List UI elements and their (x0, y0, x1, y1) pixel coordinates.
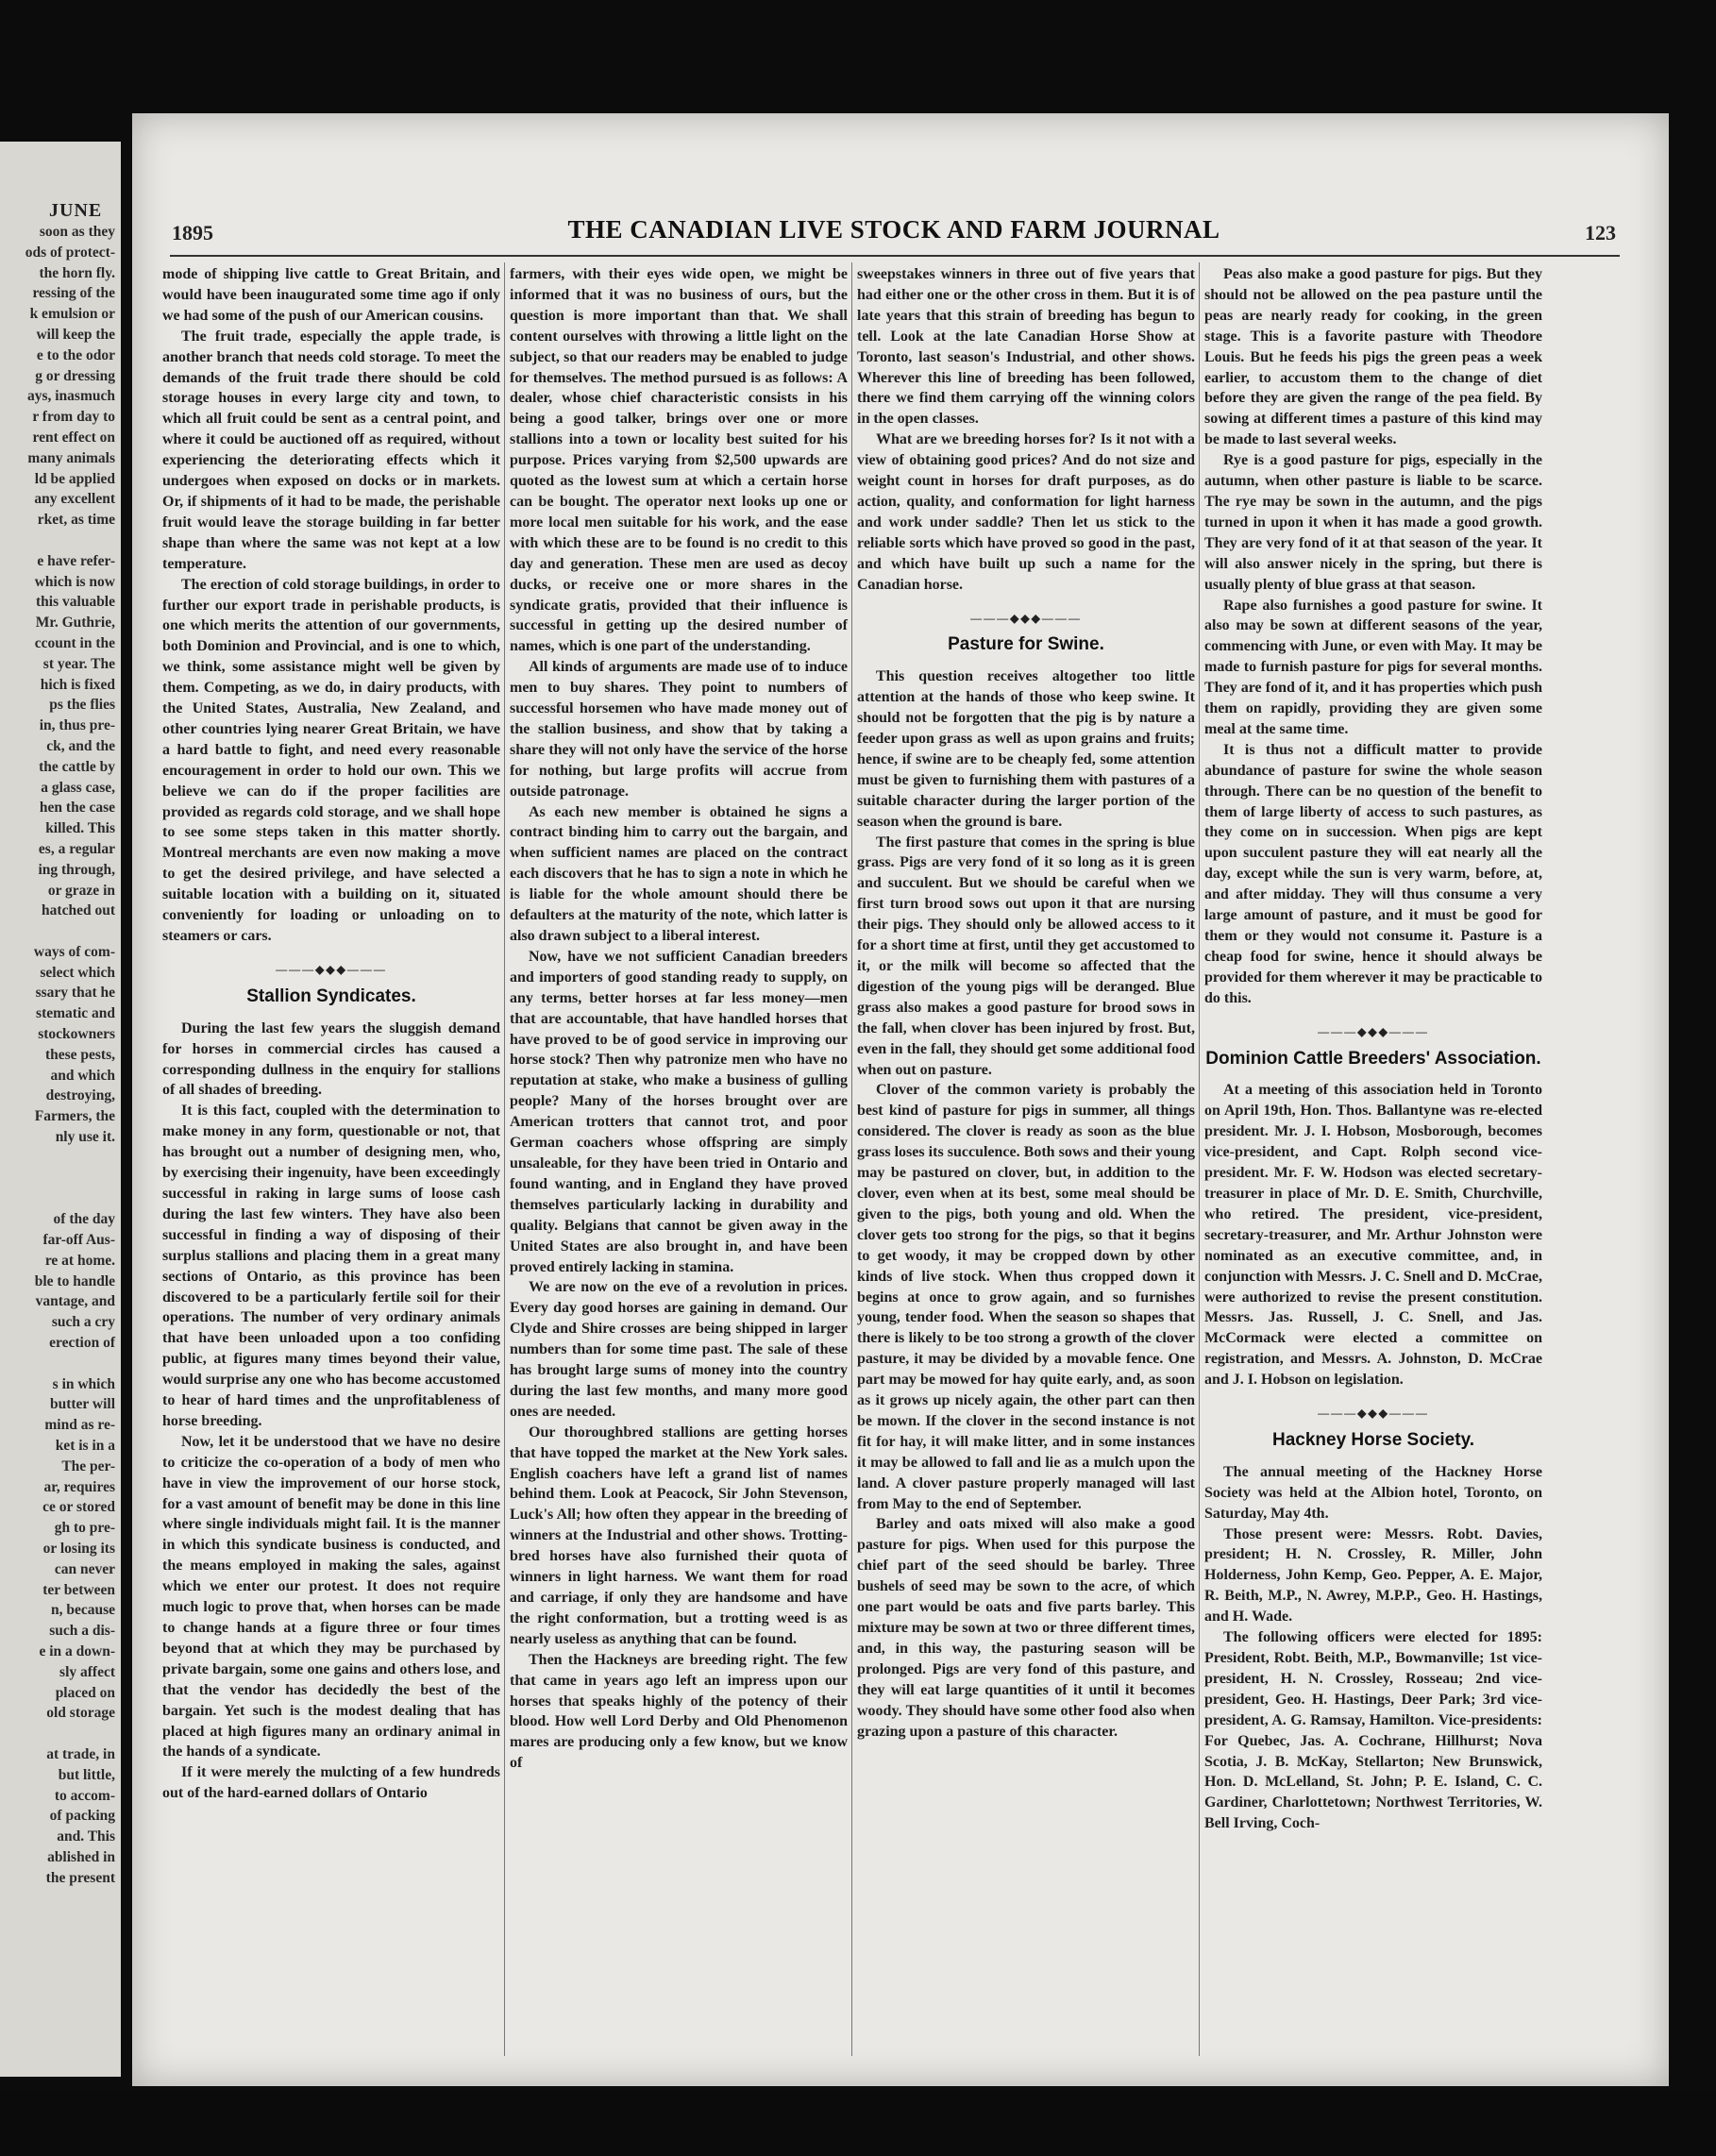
paragraph: The annual meeting of the Hackney Horse Society was held at the Albion hotel, Toronto, on Saturday, May 4th. (1204, 1463, 1542, 1522)
previous-page-line: such a dis- (49, 1623, 115, 1640)
previous-page-line: rket, as time (37, 512, 115, 529)
previous-page-line: ing through, (38, 861, 115, 878)
previous-page-line: es, a regular (38, 840, 115, 857)
previous-page-line: soon as they (39, 224, 115, 240)
previous-page-line: will keep the (36, 326, 115, 343)
previous-page-line: a glass case, (41, 779, 115, 796)
previous-page-line: ablished in (47, 1848, 115, 1865)
previous-page-line: ways of com- (33, 943, 115, 960)
section-heading: Hackney Horse Society. (1271, 1429, 1475, 1450)
previous-page-line: ays, inasmuch (26, 388, 115, 405)
previous-page-line: vantage, and (35, 1293, 115, 1310)
previous-page-line: rent effect on (32, 429, 115, 446)
previous-page-line: re at home. (44, 1252, 115, 1269)
paragraph: During the last few years the sluggish demand for horses in commercial circles has caused a corresponding dullness in the enquiry for stallions of all shades of breeding. (162, 1019, 500, 1099)
previous-page-line: k emulsion or (29, 306, 115, 323)
previous-page-line: nly use it. (55, 1129, 115, 1146)
previous-page-line: and which (50, 1067, 115, 1084)
previous-page-line: destroying, (45, 1087, 115, 1104)
previous-page-line: old storage (46, 1705, 115, 1722)
previous-page-line: The per- (61, 1457, 115, 1474)
previous-page-line: which is now (34, 573, 115, 590)
previous-page-line (0, 1188, 121, 1209)
paragraph: Barley and oats mixed will also make a good pasture for pigs. When used for this purpose the chief part of the seed should be barley. Three bushels of seed may be sown to the acre, of which one part would be oats and five parts barley. This mixture may be sown at two or three different times, and, in this way, the pasturing season will be prolonged. Pigs are very fond of this pasture, and they will eat large quantities of it until it becomes woody. They should have some other food also when grazing upon a pasture of this character. (857, 1516, 1195, 1740)
previous-page-line: ps the flies (49, 697, 115, 714)
paragraph: Our thoroughbred stallions are getting horses that have topped the market at the New York sales. English coachers have left a grand list of names behind them. Look at Peacock, Sir John Stevenson, Luck's All; how often they appear in the breeding of winners at the Industrial and other shows. Trotting-bred horses have also furnished their quota of winners in light harness. We want them for road and carriage, if only they are handsome and have the right conformation, but a trotting weed is as nearly useless as anything that can be found. (510, 1423, 848, 1647)
previous-page-line: of the day (53, 1211, 115, 1228)
previous-page-line: butter will (49, 1396, 115, 1413)
previous-page-line: Mr. Guthrie, (35, 615, 115, 632)
previous-page-line (0, 1354, 121, 1374)
previous-page-line: Farmers, the (34, 1108, 115, 1125)
section-ornament: ———◆◆◆——— (1318, 1406, 1429, 1421)
previous-page-line: killed. This (45, 820, 115, 837)
previous-page-line: ods of protect- (25, 244, 115, 261)
paragraph: Now, have we not sufficient Canadian breeders and importers of good standing ready to supply, on any terms, better horses at far less money—men that are accountable, that have handled horses that have proved to be of good service in improving our horse stock? Then why patronize men who have no reputation at stake, who make a business of gulling people? Many of the horses brought over are American trotters that cannot trot, and poor German coachers whose offspring are simply unsaleable, for they have been tried in Ontario and found wanting, and in England they have proved themselves particularly lacking in durability and quality. Belgians that cannot be given away in the United States are also brought in, and have been proved entirely lacking in stamina. (510, 948, 848, 1275)
section-ornament: ———◆◆◆——— (276, 962, 387, 976)
page-header (172, 215, 1616, 253)
column-3 (857, 264, 1195, 1742)
previous-page-line: in, thus pre- (39, 717, 115, 734)
previous-page-line: to accom- (54, 1787, 115, 1804)
previous-page-line: ble to handle (34, 1272, 115, 1289)
previous-page-line: select which (40, 964, 115, 981)
paragraph: What are we breeding horses for? Is it not with a view of obtaining good prices? And do not size and weight count in horses for draft purposes, as do action, quality, and conformation for light harness and work under saddle? Then let us stick to the reliable sorts which have proved so good in the past, and which have built up such a name for the Canadian horse. (857, 431, 1195, 593)
previous-page-line: st year. The (42, 655, 115, 672)
previous-page-line: can never (54, 1560, 115, 1577)
column-2 (510, 264, 848, 1774)
previous-page-line: gh to pre- (54, 1520, 115, 1537)
previous-page-line: many animals (27, 449, 115, 466)
previous-page-line: ar, requires (43, 1478, 115, 1495)
paragraph: Clover of the common variety is probably the best kind of pasture for pigs in summer, all things considered. The clover is ready as soon as the blue grass loses its succulence. Both sows and their young may be pastured on clover, but, in addition to the clover, even when at its best, some meal should be given to the pigs, both young and old. When the clover gets too strong for the pigs, so that it begins to get woody, it may be cropped down by other kinds of live stock. When thus cropped down it begins at once to grow again, and so furnishes young, tender food. When the season so shapes that there is likely to be too strong a growth of the clover pasture, it may be divided by a movable fence. One part may be mowed for hay quite early, and, as soon as it grows up nicely again, the other part can then be mown. If the clover in the second instance is not fit for hay, it will make litter, and in some instances it may be allowed to fall and lie as a mulch upon the land. A clover pasture properly managed will last from May to the end of September. (857, 1082, 1195, 1512)
previous-page-line (0, 1148, 121, 1169)
previous-page-line (0, 921, 121, 942)
header-rule (170, 255, 1620, 257)
previous-page-line: e to the odor (36, 346, 115, 363)
section-ornament: ———◆◆◆——— (970, 611, 1082, 625)
previous-page-line: or losing its (42, 1541, 115, 1557)
previous-page-line: and. This (57, 1828, 115, 1845)
previous-page-line: stockowners (38, 1026, 115, 1043)
previous-page-line: of packing (49, 1808, 115, 1825)
section-heading: Stallion Syndicates. (246, 985, 416, 1006)
previous-page-edge (0, 142, 121, 2077)
paragraph: The fruit trade, especially the apple trade, is another branch that needs cold storage. To meet the demands of the fruit trade there should be cold storage houses in every large city and town, to which all fruit could be sent as a central point, and where it could be auctioned off as required, without experiencing the deteriorating effects which it undergoes when exposed on docks or in markets. Or, if shipments of it had to be made, the perishable fruit would leave the storage building in far better shape than where the same was not kept at a low temperature. (162, 328, 500, 572)
column-1 (162, 264, 500, 1804)
column-4 (1204, 264, 1542, 1834)
previous-page-line: these pests, (44, 1046, 115, 1063)
previous-page-header: JUNE (49, 200, 103, 221)
previous-page-line: ld be applied (34, 470, 115, 487)
previous-page-line: ce or stored (42, 1499, 115, 1516)
paragraph: It is this fact, coupled with the determination to make money in any form, questionable or not, that has brought out a number of designing men, who, by exercising their ingenuity, have been exceedingly successful in raking in large sums of loose cash during the last few winters. They have also been successful in finding a way of disposing of their surplus stallions and placing them in a great many sections of Ontario, as this province has been discovered to be a particularly fertile soil for their operations. The number of very ordinary animals that have been unloaded upon a too confiding public, at figures many times beyond their value, would surprise any one who has become accustomed to hear of hard times and the unprofitableness of horse breeding. (162, 1103, 500, 1429)
previous-page-line: hich is fixed (40, 676, 115, 693)
journal-title: THE CANADIAN LIVE STOCK AND FARM JOURNAL (567, 215, 1220, 244)
column-rule (504, 262, 505, 2056)
paragraph: We are now on the eve of a revolution in prices. Every day good horses are gaining in demand. Our Clyde and Shire crosses are being shipped in larger numbers than for some time past. The sale of these has brought large sums of money into the country during the last few months, and many more good ones are needed. (510, 1279, 848, 1420)
previous-page-text (0, 222, 121, 1889)
paragraph: The erection of cold storage buildings, in order to further our export trade in perishable products, is one which merits the attention of our governments, both Dominion and Provincial, and is one to which, we think, some assistance might well be given by them. Competing, as we do, in dairy products, with the United States, Australia, New Zealand, and other countries lying nearer Great Britain, we have a hard battle to fight, and need every reasonable encouragement in order to hold our own. This we believe we can do if the proper facilities are provided as regards cold storage, and we shall hope to see some steps taken in this matter shortly. Montreal merchants are even now making a move to get the desired privilege, and have selected a suitable location with a building on it, situated conveniently for loading or unloading on to steamers or cars. (162, 576, 500, 944)
column-rule (1199, 262, 1200, 2056)
paragraph: Then the Hackneys are breeding right. The few that came in years ago left an impress upon our horses that speaks highly of the potency of their blood. How well Lord Derby and Old Phenomenon mares are producing only a few know, but we know of (510, 1651, 848, 1772)
page-number: 123 (1585, 221, 1616, 244)
paragraph: Those present were: Messrs. Robt. Davies, president; H. N. Crossley, R. Miller, John Holderness, John Kemp, Geo. Pepper, A. E. Major, R. Beith, M.P., N. Awrey, M.P.P., Geo. H. Hastings, and H. Wade. (1204, 1525, 1542, 1625)
previous-page-line: but little, (58, 1766, 115, 1783)
previous-page-line (0, 1169, 121, 1189)
paragraph: The following officers were elected for 1895: President, Robt. Beith, M.P., Bowmanville; 1st vice-president, H. N. Crossley, Rosseau; 2nd vice-president, Geo. H. Hastings, Deer Park; 3rd vice-president, A. G. Ramsay, Hamilton. Vice-presidents: For Quebec, Jas. A. Cochrane, Hillhurst; Nova Scotia, J. B. McKay, Stellarton; New Brunswick, Hon. D. McLelland, St. John; P. E. Island, C. C. Gardiner, Charlottetown; Northwest Territories, W. Bell Irving, Coch- (1204, 1629, 1542, 1832)
previous-page-line: far-off Aus- (42, 1232, 115, 1249)
paragraph: If it were merely the mulcting of a few hundreds out of the hard-earned dollars of Ontario (162, 1764, 500, 1802)
section-ornament: ———◆◆◆——— (1318, 1024, 1429, 1038)
header-year: 1895 (172, 221, 213, 244)
paragraph: farmers, with their eyes wide open, we might be informed that it was no business of ours, but the question is more important than that. We shall content ourselves with throwing a little light on the subject, so that our readers may be enabled to judge for themselves. The method pursued is as follows: A dealer, whose chief characteristic consists in his being a good talker, brings over one or more stallions into a town or locality best suited for his purpose. Prices varying from $2,500 upwards are quoted as the lowest sum at which a certain horse can be bought. The operator next looks up one or more local men suitable for his work, and the ease with which these are to be found is no credit to this day and generation. These men are used as decoy ducks, or receive one or more shares in the syndicate gratis, provided that their influence is successful in getting up the desired number of names, which is one part of the understanding. (510, 266, 848, 655)
paragraph: sweepstakes winners in three out of five years that had either one or the other cross in them. But it is of late years that this strain of breeding has begun to tell. Look at the late Canadian Horse Show at Toronto, last season's Industrial, and other shows. Wherever this line of breeding has been followed, there we find them carrying off the winning colors in the open classes. (857, 266, 1195, 428)
previous-page-line: ressing of the (32, 285, 115, 302)
previous-page-line: such a cry (51, 1314, 115, 1331)
previous-page-line: the present (45, 1869, 115, 1886)
previous-page-line: hen the case (39, 800, 115, 817)
paragraph: All kinds of arguments are made use of to induce men to buy shares. They point to numbers of successful horsemen who have made money out of the stallion business, and show that by taking a share they will not only have the service of the horse for nothing, but large profits will accrue from outside patronage. (510, 659, 848, 800)
scan-bottom-edge (0, 2091, 1716, 2156)
previous-page-line: erection of (49, 1335, 115, 1352)
previous-page-line: ccount in the (34, 634, 115, 651)
paragraph: It is thus not a difficult matter to provide abundance of pasture for swine the whole season through. There can be no question of the benefit to them of large liberty of access to such pastures, as they come on in succession. When pigs are kept upon succulent pasture they will eat nearly all the day, except while the sun is very warm, before, at, and after midday. They will thus consume a very large amount of pasture, and it must be good for them or they would not consume it. Pasture is a cheap food for swine, hence it should always be provided for them wherever it may be practicable to do this. (1204, 741, 1542, 1006)
previous-page-line (0, 531, 121, 551)
previous-page-line: the horn fly. (39, 264, 115, 281)
previous-page-line: ssary that he (35, 985, 115, 1002)
paragraph: Rye is a good pasture for pigs, especially in the autumn, when other pasture is liable to be scarce. The rye may be sown in the autumn, and the pigs turned in upon it when it has made a good growth. They are very fond of it at that season of the year. It will also answer nicely in the spring, but there is usually plenty of blue grass at that season. (1204, 452, 1542, 593)
previous-page-line: ter between (42, 1581, 115, 1598)
previous-page-line: ket is in a (55, 1438, 115, 1455)
previous-page-line: g or dressing (35, 367, 115, 384)
paragraph: As each new member is obtained he signs a contract binding him to carry out the bargain, and when sufficient names are placed on the contract each discovers that he has to sign a note in which he is liable for the whole amount should there be defaulters at the maturity of the note, which latter is also drawn subject to a liberal interest. (510, 803, 848, 944)
newspaper-page (132, 113, 1669, 2086)
paragraph: This question receives altogether too little attention at the hands of those who keep swine. It should not be forgotten that the pig is by nature a feeder upon grass as well as upon grains and fruits; hence, if swine are to be cheaply fed, some attention must be given to furnishing them with pastures of a suitable character during the larger portion of the season when the ground is bare. (857, 668, 1195, 830)
paragraph: Peas also make a good pasture for pigs. But they should not be allowed on the pea pasture until the peas are nearly ready for cooking, in the green stage. This is a favorite pasture with Theodore Louis. But he feeds his pigs the green peas a week earlier, to accustom them to the change of diet before they are given the range of the pea field. By sowing at different times a pasture of this kind may be made to last several weeks. (1204, 266, 1542, 448)
previous-page-line: this valuable (36, 594, 115, 611)
paragraph: At a meeting of this association held in Toronto on April 19th, Hon. Thos. Ballantyne was re-elected president. Mr. J. I. Hobson, Mosborough, becomes vice-president, and Capt. Rolph second vice-president. Mr. F. W. Hodson was elected secretary-treasurer in place of Mr. D. E. Smith, Churchville, who retired. The president, vice-president, secretary-treasurer, and Mr. Arthur Johnston were nominated as an executive committee, and, in conjunction with Messrs. J. C. Snell and D. McCrae, were authorized to revise the present constitution. Messrs. Jas. Russell, J. C. Snell, and Jas. McCormack were elected a committee on registration, and Messrs. A. Johnston, D. McCrae and J. I. Hobson on legislation. (1204, 1082, 1542, 1389)
previous-page-line: the cattle by (39, 758, 115, 775)
previous-page-line: n, because (50, 1602, 115, 1619)
paragraph: Now, let it be understood that we have no desire to criticize the co-operation of a body of men who have in view the improvement of our horse stock, for a vast amount of benefit may be done in this line where single individuals might fail. It is the manner in which this syndicate business is conducted, and the means employed in making the sales, against which we enter our protest. It does not require much logic to prove that, when horses can be made to change hands at a figure three or four times beyond that at which they may be purchased by private bargain, some one gains and others lose, and that the vendor has decidedly the best of the bargain. Yet such is the modest dealing that has placed at high figures many an ordinary animal in the hands of a syndicate. (162, 1433, 500, 1760)
previous-page-line: or graze in (47, 882, 115, 899)
section-heading: Pasture for Swine. (948, 634, 1104, 655)
previous-page-line: s in which (52, 1375, 115, 1392)
column-rule (851, 262, 852, 2056)
previous-page-line: ck, and the (46, 737, 115, 754)
previous-page-line: stematic and (36, 1005, 115, 1022)
previous-page-line: at trade, in (46, 1745, 115, 1762)
paragraph: The first pasture that comes in the spring is blue grass. Pigs are very fond of it so long as it is green and succulent. But we should be careful when we first turn brood sows out upon it that are nursing their pigs. They should only be allowed access to it for a short time at first, until they get accustomed to it, or the milk will become so affected that the digestion of the young pigs will be deranged. Blue grass also makes a good pasture for brood sows in the fall, when clover has been injured by frost. But, even in the fall, they should get some additional food when out on pasture. (857, 834, 1195, 1078)
previous-page-line: hatched out (42, 902, 115, 919)
previous-page-line: r from day to (32, 409, 115, 426)
section-heading: Dominion Cattle Breeders' Association. (1205, 1048, 1541, 1069)
previous-page-line: e in a down- (39, 1642, 115, 1659)
previous-page-line: mind as re- (44, 1417, 115, 1434)
previous-page-line: e have refer- (37, 552, 115, 569)
previous-page-line: placed on (55, 1684, 115, 1701)
previous-page-line: sly affect (59, 1663, 115, 1680)
previous-page-line: any excellent (34, 491, 115, 508)
paragraph: Rape also furnishes a good pasture for swine. It also may be sown at different seasons of the year, commencing with June, or even with May. It may be made to furnish pasture for pigs for several months. They are fond of it, and it has properties which push them on rapidly, providing they are given some meal at the same time. (1204, 597, 1542, 737)
previous-page-line (0, 1724, 121, 1744)
paragraph: mode of shipping live cattle to Great Britain, and would have been inaugurated some time ago if only we had some of the push of our American cousins. (162, 266, 500, 324)
